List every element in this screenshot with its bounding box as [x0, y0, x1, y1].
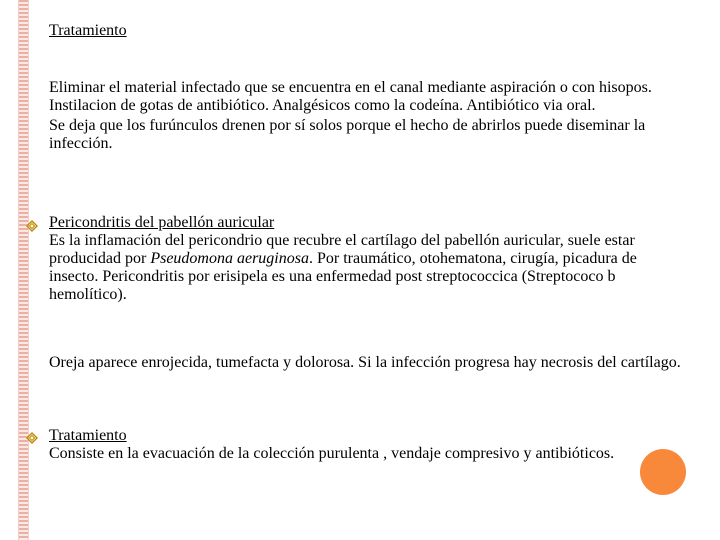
section-pericondritis: [49, 214, 689, 304]
paragraph-text: Se deja que los furúnculos drenen por sí solos porque el hecho de abrirlos puede diseminar la infección.: [49, 117, 646, 152]
paragraph-treatment-details: [49, 79, 689, 153]
paragraph-text: [49, 232, 689, 304]
section-heading: Pericondritis del pabellón auricular: [49, 214, 275, 231]
paragraph-text: Eliminar el material infectado que se encuentra en el canal mediante aspiración o con hisopos. Instilacion de gotas de antibiótico. Analgésicos como la codeína. Antibiótico via oral.: [49, 79, 652, 114]
pathogen-name: Pseudomona aeruginosa: [150, 250, 309, 267]
paragraph-text-part: Es la inflamación del pericondrio que recubre el cartílago del pabellón auricular, suele estar producidad por: [49, 232, 635, 267]
paragraph-text-part: . Por traumático, otohematona, cirugía, picadura de insecto. Pericondritis por erisipela es una enfermedad post streptococcica (Streptococo b hemolítico).: [49, 250, 637, 303]
section-heading: Tratamiento: [49, 427, 127, 444]
decorative-left-border: [18, 0, 29, 540]
diamond-bullet-icon: [26, 432, 38, 444]
section-treatment-1: [49, 22, 689, 40]
section-treatment-2: [49, 427, 689, 463]
diamond-bullet-icon: [26, 220, 38, 232]
paragraph-text: Oreja aparece enrojecida, tumefacta y dolorosa. Si la infección progresa hay necrosis del cartílago.: [49, 354, 681, 371]
paragraph-text: Consiste en la evacuación de la colección purulenta , vendaje compresivo y antibióticos.: [49, 445, 615, 462]
paragraph-symptoms: [49, 354, 689, 372]
section-heading: Tratamiento: [49, 22, 127, 39]
